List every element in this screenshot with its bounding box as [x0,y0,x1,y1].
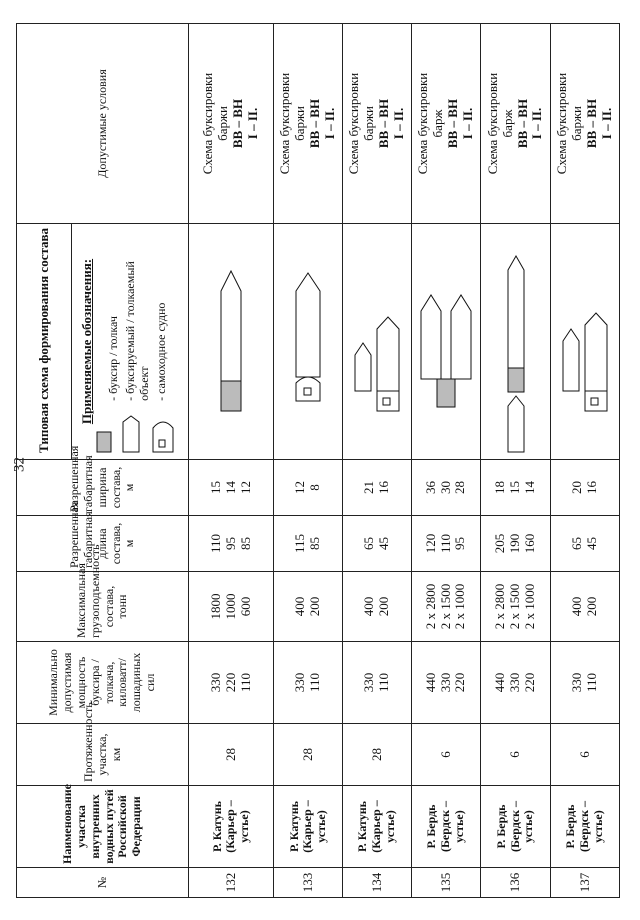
row-capacity: 400 200 [551,572,620,642]
table-row [412,24,481,898]
header-num: № [17,868,189,898]
schema-legend [72,224,189,460]
row-conditions: Схема буксировки барж ВВ – ВН I – II. [412,24,481,224]
row-length: 28 [343,724,412,786]
convoy-diagram [417,242,475,442]
row-power: 440 330 220 [412,642,481,724]
barge-legend-icon [123,416,139,452]
row-train-width: 18 15 14 [480,460,550,516]
row-train-width: 12 8 [274,460,343,516]
row-train-width: 36 30 28 [412,460,481,516]
barge-icon [585,314,607,392]
table-row [274,24,343,898]
convoy-diagram [496,227,536,456]
barge-icon [508,396,524,452]
row-name: Р. Катунь (Карьер – устье) [189,786,274,868]
row-train-width: 15 14 12 [189,460,274,516]
header-name: Наименование участка внутренних водных путей Российской Федерации [17,786,189,868]
row-length: 6 [480,724,550,786]
row-length: 28 [274,724,343,786]
row-power: 440 330 220 [480,642,550,724]
row-train-width: 20 16 [551,460,620,516]
tug-icon [437,380,455,408]
row-train-length: 65 45 [343,516,412,572]
legend-item-barge: - буксируемый / толкаемый объект [122,261,151,401]
row-conditions: Схема буксировки баржи ВВ – ВН I – II. [274,24,343,224]
header-length: Протяженность участка, км [17,724,189,786]
row-num: 136 [480,868,550,898]
row-capacity: 2 x 2800 2 x 1500 2 x 1000 [412,572,481,642]
barge-icon [451,296,471,380]
row-train-length: 110 95 85 [189,516,274,572]
barge-icon [355,344,371,392]
header-train-length: Разрешенная габаритная длина состава, м [17,516,189,572]
row-capacity: 1800 1000 600 [189,572,274,642]
table-row [480,24,550,898]
legend-title: Применяемые обозначения: [78,258,94,425]
row-schema [274,224,343,460]
row-train-length: 115 85 [274,516,343,572]
page-number: 32 [11,457,28,472]
table-row [189,24,274,898]
row-name: Р. Бердь (Бердск – устье) [412,786,481,868]
row-length: 6 [551,724,620,786]
legend-item-ship: - самоходное судно [153,302,168,401]
convoy-diagram [351,242,403,442]
barge-icon [296,274,320,378]
row-power: 330 110 [343,642,412,724]
barge-icon [377,318,399,392]
row-name: Р. Катунь (Карьер – устье) [343,786,412,868]
header-schema: Типовая схема формирования состава [17,224,72,460]
barge-icon [221,272,241,382]
row-power: 330 220 110 [189,642,274,724]
row-length: 28 [189,724,274,786]
header-capacity: Максимальная грузоподъемность состава, тонн [17,572,189,642]
tug-legend-icon [97,432,111,452]
row-schema [343,224,412,460]
row-num: 135 [412,868,481,898]
row-num: 137 [551,868,620,898]
table-row [551,24,620,898]
row-num: 132 [189,868,274,898]
convoy-diagram [559,242,611,442]
rotated-table-wrapper [16,24,620,898]
convoy-diagram [211,242,251,442]
row-name: Р. Катунь (Карьер – устье) [274,786,343,868]
row-schema [480,224,550,460]
table-row [343,24,412,898]
legend-icons [95,411,181,456]
row-power: 330 110 [274,642,343,724]
barge-icon [563,330,579,392]
row-capacity: 2 x 2800 2 x 1500 2 x 1000 [480,572,550,642]
row-train-length: 120 110 95 [412,516,481,572]
row-num: 134 [343,868,412,898]
header-train-width: Разрешенная габаритная ширина состава, м [17,460,189,516]
row-name: Р. Бердь (Бердск – устье) [480,786,550,868]
row-train-width: 21 16 [343,460,412,516]
row-schema [189,224,274,460]
row-num: 133 [274,868,343,898]
row-capacity: 400 200 [343,572,412,642]
row-conditions: Схема буксировки баржи ВВ – ВН I – II. [551,24,620,224]
row-conditions: Схема буксировки барж ВВ – ВН I – II. [480,24,550,224]
row-length: 6 [412,724,481,786]
row-name: Р. Бердь (Бердск – устье) [551,786,620,868]
header-power: Минимально допустимая мощность буксира / толкача, киловатт/лошадиных сил [17,642,189,724]
barge-icon [508,256,524,368]
row-conditions: Схема буксировки баржи ВВ – ВН I – II. [343,24,412,224]
row-capacity: 400 200 [274,572,343,642]
row-train-length: 205 190 160 [480,516,550,572]
row-power: 330 110 [551,642,620,724]
tug-icon [221,382,241,412]
convoy-diagram [288,242,328,442]
convoy-table [16,23,620,898]
row-conditions: Схема буксировки баржи ВВ – ВН I – II. [189,24,274,224]
legend-item-tug: - буксир / толкач [105,316,120,401]
tug-icon [508,368,524,392]
row-schema [551,224,620,460]
row-schema [412,224,481,460]
header-conditions: Допустимые условия [17,24,189,224]
barge-icon [421,296,441,380]
row-train-length: 65 45 [551,516,620,572]
